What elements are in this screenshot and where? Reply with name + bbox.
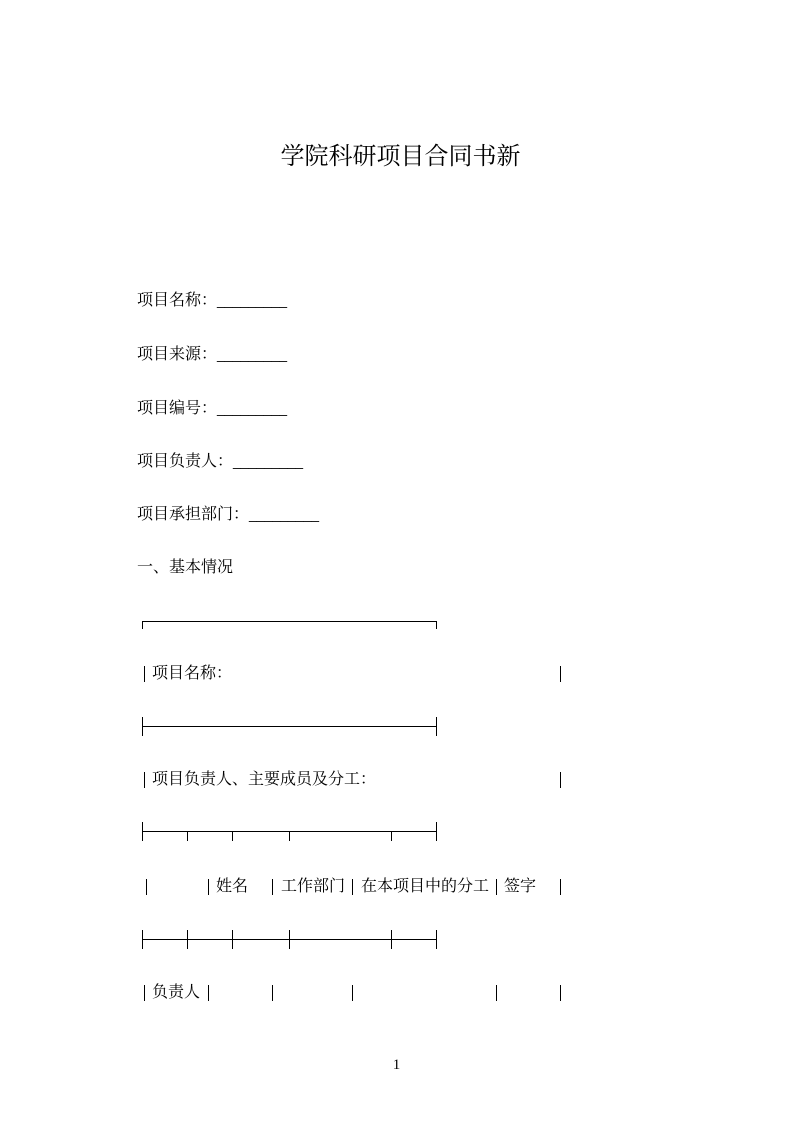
field-label: 项目编号： bbox=[137, 400, 218, 417]
field-blank: _________ bbox=[217, 292, 288, 308]
field-blank: _________ bbox=[233, 453, 304, 469]
field-blank: _________ bbox=[217, 346, 288, 362]
field-project-number bbox=[137, 398, 287, 419]
cell-leader-label: 负责人 bbox=[152, 984, 201, 1001]
field-label: 项目来源： bbox=[137, 346, 218, 363]
field-blank: _________ bbox=[217, 400, 288, 416]
field-label: 项目负责人： bbox=[137, 453, 234, 470]
field-project-leader bbox=[137, 451, 303, 472]
header-name: 姓名 bbox=[216, 878, 249, 895]
field-label: 项目名称： bbox=[137, 292, 218, 309]
header-role: 在本项目中的分工 bbox=[361, 878, 490, 895]
page-number: 1 bbox=[392, 1057, 401, 1073]
cell-project-name-label: 项目名称： bbox=[152, 665, 233, 682]
header-department: 工作部门 bbox=[281, 878, 346, 895]
field-project-department bbox=[137, 504, 319, 525]
document-title: 学院科研项目合同书新 bbox=[280, 143, 521, 170]
field-blank: _________ bbox=[249, 506, 320, 522]
field-label: 项目承担部门： bbox=[137, 506, 250, 523]
cell-members-label: 项目负责人、主要成员及分工： bbox=[152, 771, 377, 788]
field-project-source bbox=[137, 344, 287, 365]
field-project-name bbox=[137, 290, 287, 311]
header-signature: 签字 bbox=[504, 878, 537, 895]
section-heading-basic-info: 一、基本情况 bbox=[137, 559, 234, 576]
